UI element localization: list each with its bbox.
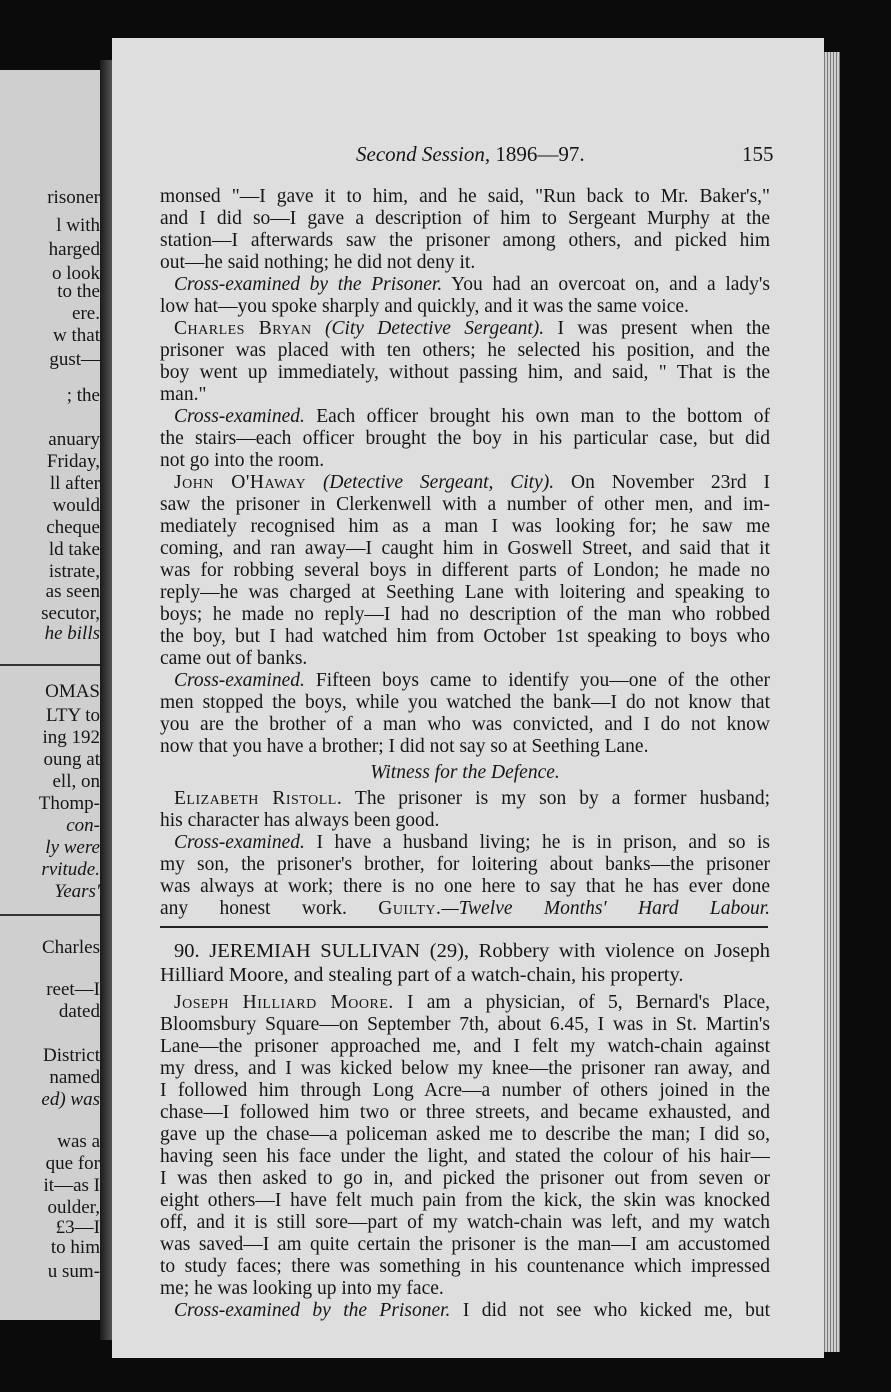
left-divider [0,914,104,916]
left-fragment: cheque [46,517,100,538]
case-divider [160,926,768,928]
left-fragment: ll after [49,473,100,494]
cross-examined-label: Cross-examined by the Prisoner. [174,1300,451,1321]
left-fragment: to the [57,281,100,302]
witness-line [160,992,770,1014]
cross-examination-line [160,406,770,428]
section-heading: Witness for the Defence. [370,762,560,783]
text-line: men stopped the boys, while you watched the bank—I do not know that [160,692,770,713]
testimony-text: On November 23rd I [571,472,770,493]
left-fragment: risoner [47,187,100,208]
text-line: boys; he made no reply—I had no description of the man who robbed [160,604,770,625]
testimony-text: I have a husband living; he is in prison, and so is [316,832,770,853]
left-fragment: secutor, [41,603,100,624]
left-fragment: Thomp- [38,793,100,814]
left-fragment: ing 192 [42,727,100,748]
cross-examined-label: Cross-examined. [174,832,305,853]
text-line: station—I afterwards saw the prisoner among others, and picked him [160,230,770,251]
left-fragment: ; the [66,385,100,406]
cross-examined-label: Cross-examined. [174,670,305,691]
sentence: —Twelve Months' Hard Labour. [441,898,770,919]
text-line: prisoner was placed with ten others; he selected his position, and the [160,340,770,361]
left-fragment: ed) was [41,1089,100,1110]
left-fragment: reet—I [46,979,100,1000]
text-line: low hat—you spoke sharply and quickly, and it was the same voice. [160,296,689,317]
witness-role: (Detective Sergeant, City). [322,472,555,493]
left-fragment: con- [66,815,100,836]
witness-role: (City Detective Sergeant). [324,318,545,339]
left-fragment: rvitude. [41,859,100,880]
left-fragment: ld take [48,539,100,560]
left-fragment: istrate, [48,561,100,582]
cross-examined-label: Cross-examined. [174,406,305,427]
text-line: was for robbing several boys in different parts of London; he made no [160,560,770,581]
testimony-text: Each officer brought his own man to the bottom of [316,406,770,427]
left-fragment: gust— [49,349,100,370]
text-line: to study faces; there was something in his countenance which impressed [160,1256,770,1277]
text-line: any honest work. [160,898,347,919]
left-fragment: named [49,1067,100,1088]
text-line: was always at work; there is no one here to say that he has ever done [160,876,770,897]
text-line: his character has always been good. [160,810,440,831]
left-fragment: oung at [43,749,100,770]
left-fragment: as seen [45,581,100,602]
witness-name: Elizabeth Ristoll. [174,788,343,809]
text-line: you are the brother of a man who was convicted, and I do not know [160,714,770,735]
text-line: was saved—I am quite certain the prisoner is the man—I am accustomed [160,1234,770,1255]
running-title [356,142,585,167]
left-fragment: Charles [41,937,100,958]
witness-name: John O'Haway [174,472,307,493]
cross-examination-line [160,670,770,692]
page-edges [822,52,840,1352]
text-line: Lane—the prisoner approached me, and I felt my watch-chain against [160,1036,770,1057]
witness-name: Charles Bryan [174,318,312,339]
left-fragment: oulder, [47,1197,100,1218]
left-fragment: ell, on [52,771,100,792]
testimony-text: I was present when the [557,318,770,339]
text-line: chase—I followed him two or three streets, and became exhausted, and [160,1102,770,1123]
text-line: and I did so—I gave a description of him to Sergeant Murphy at the [160,208,770,229]
testimony-text: I am a physician, of 5, Bernard's Place, [407,992,770,1013]
left-fragment: ere. [72,303,100,324]
left-fragment: would [52,495,100,516]
witness-line [160,318,770,340]
text-line: came out of banks. [160,648,308,669]
text-line: mediately recognised him as a man I was looking for; he saw me [160,516,770,537]
text-line: reply—he was charged at Seething Lane with loitering and speaking to [160,582,770,603]
page-number: 155 [742,142,774,166]
left-divider [0,664,104,666]
left-fragment: £3—I [55,1217,100,1238]
left-fragment: w that [53,325,100,346]
text-line: Bloomsbury Square—on September 7th, about 6.45, I was in St. Martin's [160,1014,770,1035]
left-fragment: to him [50,1237,100,1258]
left-fragment: ly were [45,837,100,858]
running-head [112,142,812,166]
text-line: the stairs—each officer brought the boy in his particular case, but did [160,428,770,449]
text-line: I was then asked to go in, and picked the prisoner out from seven or [160,1168,770,1189]
session-label: Second Session, [356,142,491,166]
verdict-label: Guilty. [378,898,442,919]
text-line: my son, the prisoner's brother, for loitering about banks—the prisoner [160,854,770,875]
facing-page-fragment [0,70,104,1320]
case-heading: Hilliard Moore, and stealing part of a watch-chain, his property. [160,964,684,986]
text-line: not go into the room. [160,450,325,471]
witness-line [160,788,770,810]
verdict [378,898,770,919]
text-line: now that you have a brother; I did not say so at Seething Lane. [160,736,649,757]
text-line: eight others—I have felt much pain from the kick, the skin was knocked [160,1190,770,1211]
left-fragment: l with [56,215,100,236]
left-fragment: harged [48,239,100,260]
text-line: coming, and ran away—I caught him in Goswell Street, and said that it [160,538,770,559]
text-line: me; he was looking up into my face. [160,1278,444,1299]
text-line: I followed him through Long Acre—a number of others joined in the [160,1080,770,1101]
text-line: gave up the chase—a policeman asked me to describe the man; I did so, [160,1124,770,1145]
witness-line [160,472,770,494]
left-fragment: o look [51,263,100,284]
left-fragment: it—as I [43,1175,100,1196]
text-line: my dress, and I was kicked below my knee—the prisoner ran away, and [160,1058,770,1079]
text-line: monsed "—I gave it to him, and he said, "Run back to Mr. Baker's," [160,186,770,207]
text-line: the boy, but I had watched him from October 1st speaking to boys who [160,626,770,647]
cross-examination-line [160,832,770,854]
left-fragment: anuary [48,429,100,450]
witness-name: Joseph Hilliard Moore. [174,992,394,1013]
left-fragment: Friday, [46,451,100,472]
verdict-line [160,898,770,920]
testimony-text: Fifteen boys came to identify you—one of the other [315,670,770,691]
session-year: 1896—97. [495,142,585,166]
left-fragment: dated [58,1001,100,1022]
testimony-text: I did not see who kicked me, but [462,1300,770,1321]
cross-examination-line [160,274,770,296]
text-line: having seen his face under the light, and stated the colour of his hair— [160,1146,770,1167]
text-line: off, and it is still sore—part of my watch-chain was left, and my watch [160,1212,770,1233]
left-fragment: que for [45,1153,100,1174]
cross-examination-line [160,1300,770,1322]
left-fragment: LTY to [45,705,100,726]
testimony-text: The prisoner is my son by a former husband; [354,788,770,809]
text-line: saw the prisoner in Clerkenwell with a number of other men, and im- [160,494,770,515]
cross-examined-label: Cross-examined by the Prisoner. [174,274,443,295]
left-fragment: Years' [54,881,100,902]
text-line: out—he said nothing; he did not deny it. [160,252,476,273]
left-fragment: u sum- [47,1261,100,1282]
text-line: man." [160,384,207,405]
testimony-text: You had an overcoat on, and a lady's [451,274,770,295]
book-page [112,38,824,1358]
text-line: boy went up immediately, without passing him, and said, " That is the [160,362,770,383]
left-fragment: was a [57,1131,100,1152]
left-fragment: District [43,1045,100,1066]
left-fragment: he bills [44,623,100,644]
case-heading: 90. JEREMIAH SULLIVAN (29), Robbery with violence on Joseph [174,940,770,962]
left-fragment: OMAS [45,681,100,702]
